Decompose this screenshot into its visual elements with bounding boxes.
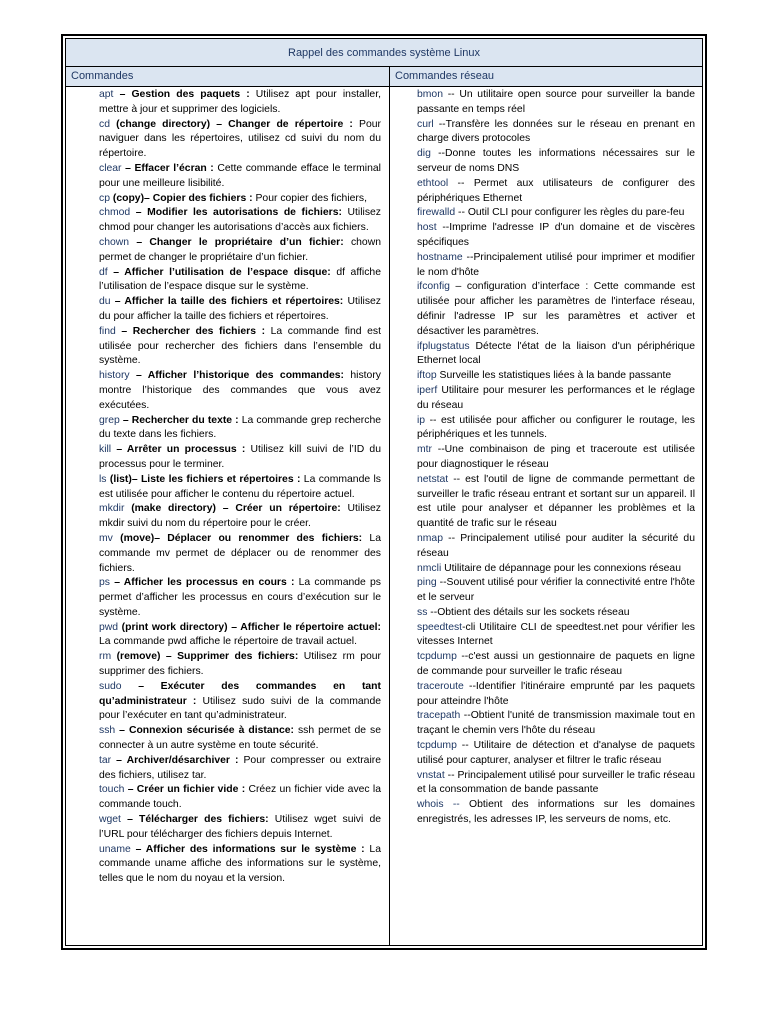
- table-title: [66, 39, 702, 67]
- command-entry: [99, 369, 381, 413]
- command-name: tar: [99, 754, 112, 766]
- network-command-entry: [417, 221, 695, 251]
- command-name: sudo: [99, 680, 122, 692]
- network-command-entry: [417, 473, 695, 532]
- command-entry: [99, 162, 381, 192]
- command-description: -cli Utilitaire CLI de speedtest.net pour vérifier les vitesses Internet: [417, 621, 695, 648]
- command-title: – Arrêter un processus :: [111, 444, 246, 456]
- command-description: --Identifier l'itinéraire emprunté par les paquets pour atteindre l'hôte: [417, 680, 695, 707]
- command-entry: [99, 473, 381, 503]
- command-name: netstat: [417, 473, 449, 485]
- network-command-entry: [417, 206, 695, 221]
- command-name: cp: [99, 192, 110, 204]
- command-name: du: [99, 296, 111, 308]
- network-command-entry: [417, 576, 695, 606]
- command-name: ps: [99, 577, 110, 589]
- command-title: – Afficher l’utilisation de l’espace disque:: [107, 266, 331, 278]
- command-entry: [99, 724, 381, 754]
- command-name: tcpdump: [417, 651, 457, 663]
- command-entry: [99, 414, 381, 444]
- network-command-entry: [417, 739, 695, 769]
- command-description: -- Un utilitaire open source pour surveiller la bande passante en temps réel: [417, 89, 695, 115]
- command-description: -- Outil CLI pour configurer les règles du pare-feu: [455, 207, 685, 219]
- network-command-entry: [417, 280, 695, 339]
- command-description: Cette commande efface le terminal pour une meilleure lisibilité.: [99, 162, 381, 189]
- command-title: – Modifier les autorisations de fichiers:: [130, 207, 342, 219]
- command-name: whois --: [417, 799, 460, 811]
- network-command-entry: [417, 414, 695, 444]
- command-description: Surveille les statistiques liées à la bande passante: [436, 370, 672, 382]
- command-title: (change directory) – Changer de répertoire :: [109, 118, 353, 130]
- command-description: La commande find est utilisée pour rechercher des fichiers dans l’ensemble du système.: [99, 325, 382, 367]
- command-description: Utilisez apt pour installer, mettre à jour et supprimer des logiciels.: [99, 89, 381, 115]
- command-description: Utilitaire pour mesurer les performances et le réglage du réseau: [417, 384, 695, 411]
- header-row: [66, 67, 702, 87]
- network-command-entry: [417, 118, 695, 148]
- network-command-entry: [417, 769, 695, 799]
- command-title: (print work directory) – Afficher le répertoire actuel:: [118, 621, 381, 633]
- command-description: Créez un fichier vide avec la commande touch.: [99, 784, 381, 811]
- command-description: chown permet de changer le propriétaire d’un fichier.: [99, 236, 381, 263]
- command-name: chmod: [99, 207, 131, 219]
- command-name: find: [99, 325, 116, 337]
- command-description: Utilisez du pour afficher la taille des fichiers et répertoires.: [99, 296, 381, 322]
- command-description: Utilisez wget suivi de l’URL pour télécharger des fichiers depuis Internet.: [99, 814, 381, 840]
- command-name: pwd: [99, 621, 119, 633]
- command-name: ethtool: [417, 177, 449, 189]
- command-description: Utilitaire de dépannage pour les connexions réseau: [441, 562, 681, 574]
- command-description: history montre l’historique des commandes que vous avez exécutées.: [99, 370, 381, 411]
- network-command-entry: [417, 562, 695, 577]
- command-title: – Connexion sécurisée à distance:: [115, 725, 294, 737]
- command-description: La commande ps permet d’afficher les processus en cours d’exécution sur le système.: [99, 577, 382, 618]
- network-command-entry: [417, 798, 695, 828]
- command-description: Pour naviguer dans les répertoires, utilisez cd suivi du nom du répertoire.: [99, 118, 381, 160]
- command-entry: [99, 680, 381, 724]
- command-description: La commande uname affiche des informations sur le système, telles que le nom du noyau et la version.: [99, 843, 381, 885]
- command-description: Utilisez chmod pour changer les autorisations d’accès aux fichiers.: [99, 207, 381, 234]
- command-title: – Rechercher des fichiers :: [115, 325, 266, 337]
- command-name: nmap: [417, 532, 443, 544]
- command-description: -- Utilitaire de détection et d'analyse de paquets utilisé pour capturer, analyser et filtrer le trafic réseau: [417, 740, 695, 766]
- command-entry: [99, 754, 381, 784]
- command-name: ifplugstatus: [417, 340, 470, 352]
- network-command-entry: [417, 340, 695, 370]
- network-command-entry: [417, 88, 695, 118]
- command-name: ifconfig: [417, 281, 450, 293]
- network-command-entry: [417, 606, 695, 621]
- command-title: (move)– Déplacer ou renommer des fichiers:: [112, 532, 363, 544]
- command-description: Obtient des informations sur les domaines enregistrés, les adresses IP, les serveurs de noms, etc.: [417, 799, 695, 826]
- commands-column: [66, 87, 390, 945]
- command-name: cd: [99, 118, 110, 130]
- command-name: clear: [99, 162, 122, 174]
- command-description: --Obtient l'unité de transmission maximale tout en traçant le chemin vers l'hôte du réseau: [417, 710, 695, 737]
- command-description: ssh permet de se connecter à un autre système en toute sécurité.: [99, 725, 381, 752]
- command-description: --Une combinaison de ping et traceroute est utilisée pour diagnostiquer le réseau: [417, 444, 695, 470]
- command-entry: [99, 783, 381, 813]
- table-title-text: Rappel des commandes système Linux: [288, 46, 480, 59]
- command-entry: [99, 295, 381, 325]
- header-commands: Commandes: [66, 67, 390, 86]
- command-title: (remove) – Supprimer des fichiers:: [111, 651, 299, 663]
- command-name: iftop: [417, 370, 437, 382]
- command-title: – Afficher des informations sur le système :: [130, 843, 365, 855]
- network-command-entry: [417, 709, 695, 739]
- command-name: dig: [417, 148, 431, 160]
- command-entry: [99, 192, 381, 207]
- command-name: ss: [417, 606, 428, 618]
- command-name: ssh: [99, 725, 116, 737]
- command-name: mv: [99, 532, 113, 544]
- command-description: La commande pwd affiche le répertoire de travail actuel.: [99, 636, 357, 648]
- command-name: ls: [99, 473, 107, 485]
- command-description: --Souvent utilisé pour vérifier la connectivité entre l'hôte et le serveur: [417, 577, 695, 604]
- command-description: -- Principalement utilisé pour surveiller le trafic réseau et la consommation de bande passante: [417, 769, 695, 796]
- command-title: – Créer un fichier vide :: [124, 784, 246, 796]
- command-title: (list)– Liste les fichiers et répertoires :: [106, 473, 301, 485]
- command-name: uname: [99, 843, 131, 855]
- network-command-entry: [417, 680, 695, 710]
- command-description: -- Permet aux utilisateurs de configurer des périphériques Ethernet: [417, 177, 695, 204]
- command-name: curl: [417, 118, 434, 130]
- header-network-commands: Commandes réseau: [395, 70, 495, 82]
- command-title: – Afficher l’historique des commandes:: [129, 370, 345, 382]
- command-description: – configuration d’interface : Cette commande est utilisée pour afficher les paramètres de l'interface réseau, définir l'adresse IP sur les paramètres et activer et désactiver les paramètres.: [417, 281, 695, 337]
- network-command-entry: [417, 369, 695, 384]
- command-entry: [99, 88, 381, 118]
- network-command-entry: [417, 650, 695, 680]
- table-inner: [65, 38, 703, 946]
- command-name: ip: [417, 414, 426, 426]
- command-description: --Transfère les données sur le réseau en prenant en charge divers protocoles: [417, 118, 695, 145]
- command-description: --Principalement utilisé pour imprimer et modifier le nom d'hôte: [417, 251, 695, 278]
- command-entry: [99, 813, 381, 843]
- command-title: – Afficher les processus en cours :: [109, 577, 295, 589]
- command-description: --Imprime l'adresse IP d'un domaine et de viscères spécifiques: [417, 222, 695, 248]
- command-description: Pour copier des fichiers,: [252, 192, 367, 204]
- network-command-entry: [417, 621, 695, 651]
- command-title: – Archiver/désarchiver :: [111, 754, 239, 766]
- network-command-entry: [417, 251, 695, 281]
- command-description: --c'est aussi un gestionnaire de paquets en ligne de commande pour surveiller le trafic réseau: [417, 651, 695, 678]
- command-description: -- Principalement utilisé pour auditer la sécurité du réseau: [417, 532, 695, 559]
- command-name: speedtest: [417, 621, 463, 633]
- network-commands-column: [390, 87, 702, 945]
- command-entry: [99, 443, 381, 473]
- command-description: Utilisez sudo suivi de la commande pour l’exécuter en tant qu’administrateur.: [99, 695, 382, 722]
- command-name: host: [417, 222, 437, 234]
- command-entry: [99, 532, 381, 576]
- network-command-entry: [417, 147, 695, 177]
- command-name: kill: [99, 444, 112, 456]
- command-entry: [99, 843, 381, 887]
- command-entry: [99, 206, 381, 236]
- command-description: Pour compresser ou extraire des fichiers, utilisez tar.: [99, 754, 381, 781]
- command-entry: [99, 621, 381, 651]
- command-name: nmcli: [417, 562, 442, 574]
- command-title: – Changer le propriétaire d’un fichier:: [129, 236, 344, 248]
- command-title: (copy)– Copier des fichiers :: [109, 192, 253, 204]
- network-command-entry: [417, 384, 695, 414]
- network-command-entry: [417, 443, 695, 473]
- command-entry: [99, 236, 381, 266]
- command-name: ping: [417, 577, 437, 589]
- body-row: [66, 87, 702, 945]
- command-description: La commande ls est utilisée pour afficher le contenu du répertoire actuel.: [99, 473, 381, 500]
- command-name: rm: [99, 651, 112, 663]
- command-title: (make directory) – Créer un répertoire:: [124, 503, 341, 515]
- command-description: Détecte l'état de la liaison d'un périphérique Ethernet local: [417, 340, 695, 367]
- command-description: --Obtient des détails sur les sockets réseau: [427, 606, 630, 618]
- command-entry: [99, 266, 381, 296]
- command-title: – Exécuter des commandes en tant qu’administrateur :: [99, 680, 381, 707]
- command-name: chown: [99, 236, 130, 248]
- command-name: hostname: [417, 251, 463, 263]
- command-name: history: [99, 370, 130, 382]
- command-name: traceroute: [417, 680, 464, 692]
- command-name: tracepath: [417, 710, 461, 722]
- command-name: bmon: [417, 89, 443, 100]
- command-title: – Rechercher du texte :: [119, 414, 239, 426]
- command-description: df affiche l’utilisation de l’espace disque sur le système.: [99, 266, 381, 293]
- command-entry: [99, 118, 381, 162]
- command-description: --Donne toutes les informations nécessaires sur le serveur de noms DNS: [417, 148, 695, 174]
- command-description: Utilisez kill suivi de l’ID du processus pour le terminer.: [99, 444, 381, 470]
- command-name: iperf: [417, 384, 438, 396]
- network-command-entry: [417, 532, 695, 562]
- command-description: Utilisez rm pour supprimer des fichiers.: [99, 651, 381, 678]
- command-description: -- est utilisée pour afficher ou configurer le routage, les périphériques et les tunnels.: [417, 414, 695, 441]
- command-name: apt: [99, 89, 114, 100]
- command-name: grep: [99, 414, 120, 426]
- command-description: -- est l'outil de ligne de commande permettant de surveiller le trafic réseau entrant et sortant sur un appareil. Il est utile pour analyser et dépanner les problèmes et la quantité de trafic sur le réseau: [417, 473, 695, 530]
- command-description: Utilisez mkdir suivi du nom du répertoire pour le créer.: [99, 503, 381, 530]
- reference-table: [61, 34, 707, 950]
- command-name: tcpdump: [417, 740, 457, 752]
- command-name: mkdir: [99, 503, 125, 515]
- command-entry: [99, 502, 381, 532]
- command-title: – Gestion des paquets :: [113, 89, 250, 100]
- command-title: – Effacer l’écran :: [121, 162, 214, 174]
- network-command-entry: [417, 177, 695, 207]
- command-description: La commande grep recherche du texte dans les fichiers.: [99, 414, 381, 441]
- command-name: df: [99, 266, 108, 278]
- command-name: vnstat: [417, 769, 445, 781]
- command-name: touch: [99, 784, 125, 796]
- command-name: mtr: [417, 444, 433, 456]
- command-name: wget: [99, 814, 121, 826]
- command-title: – Télécharger des fichiers:: [120, 814, 269, 826]
- command-title: – Afficher la taille des fichiers et répertoires:: [110, 296, 344, 308]
- command-entry: [99, 650, 381, 680]
- command-name: firewalld: [417, 207, 456, 219]
- command-entry: [99, 325, 381, 369]
- command-description: La commande mv permet de déplacer ou de renommer des fichiers.: [99, 532, 381, 574]
- command-entry: [99, 576, 381, 620]
